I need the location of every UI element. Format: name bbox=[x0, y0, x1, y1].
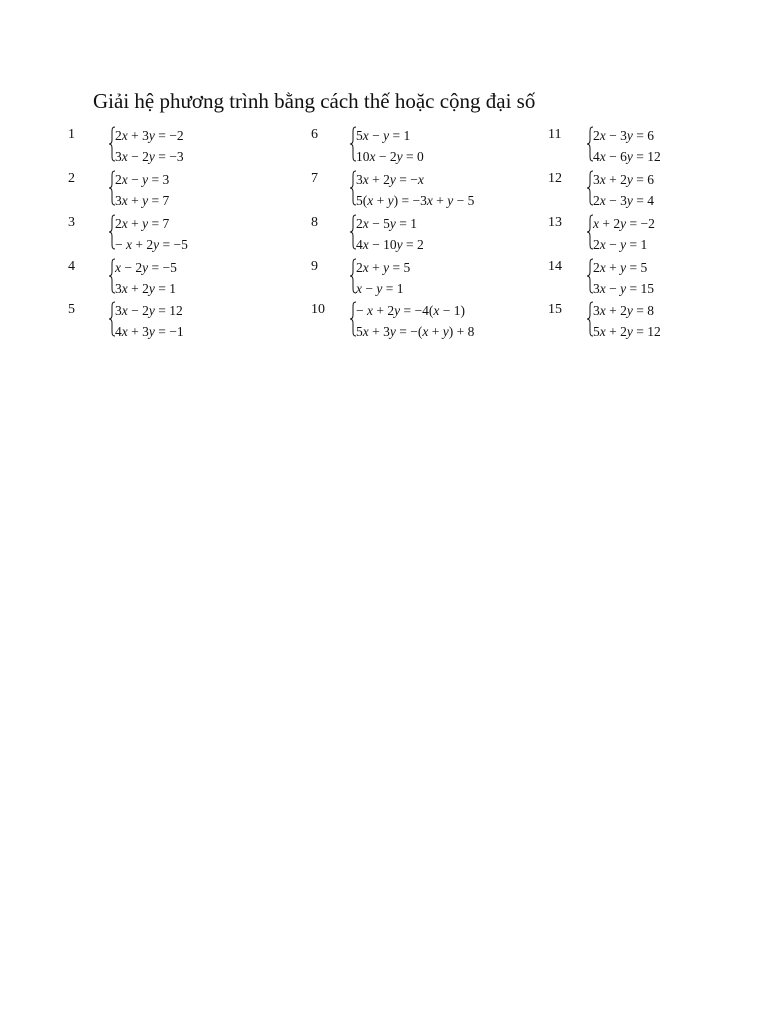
equation-1: 2x + 3y = −2 bbox=[115, 128, 184, 143]
equation-2: 2x − y = 1 bbox=[593, 237, 648, 252]
problem-number: 3 bbox=[68, 215, 75, 230]
problem-number: 7 bbox=[311, 171, 318, 186]
equation-1: x − 2y = −5 bbox=[115, 260, 177, 275]
equation-2: 3x − y = 15 bbox=[593, 281, 654, 296]
equation-2: 3x − 2y = −3 bbox=[115, 149, 184, 164]
equation-2: 5(x + y) = −3x + y − 5 bbox=[356, 193, 475, 208]
equation-1: 2x + y = 5 bbox=[593, 260, 648, 275]
equation-2: 4x + 3y = −1 bbox=[115, 324, 184, 339]
equation-2: x − y = 1 bbox=[356, 281, 404, 296]
equation-1: 2x − 3y = 6 bbox=[593, 128, 654, 143]
equation-2: 3x + y = 7 bbox=[115, 193, 170, 208]
problem-number: 6 bbox=[311, 127, 318, 142]
equation-1: 3x + 2y = 8 bbox=[593, 303, 654, 318]
problem-number: 15 bbox=[548, 302, 562, 317]
equation-1: 3x + 2y = 6 bbox=[593, 172, 654, 187]
equation-2: 5x + 2y = 12 bbox=[593, 324, 661, 339]
problem-number: 13 bbox=[548, 215, 562, 230]
problem-number: 5 bbox=[68, 302, 75, 317]
problem-number: 10 bbox=[311, 302, 325, 317]
equation-1: 5x − y = 1 bbox=[356, 128, 411, 143]
page-title: Giải hệ phương trình bằng cách thế hoặc cộng đại số bbox=[93, 89, 536, 113]
equation-2: 4x − 6y = 12 bbox=[593, 149, 661, 164]
problem-number: 9 bbox=[311, 259, 318, 274]
equation-1: 3x + 2y = −x bbox=[356, 172, 424, 187]
equation-1: 2x + y = 5 bbox=[356, 260, 411, 275]
equation-2: 2x − 3y = 4 bbox=[593, 193, 654, 208]
problem-number: 11 bbox=[548, 127, 562, 142]
equation-2: − x + 2y = −5 bbox=[115, 237, 188, 252]
equation-1: 2x − y = 3 bbox=[115, 172, 170, 187]
equation-2: 3x + 2y = 1 bbox=[115, 281, 176, 296]
problem-number: 14 bbox=[548, 259, 562, 274]
problem-number: 1 bbox=[68, 127, 75, 142]
equation-1: x + 2y = −2 bbox=[593, 216, 655, 231]
problem-number: 8 bbox=[311, 215, 318, 230]
problem-number: 2 bbox=[68, 171, 75, 186]
equation-1: 3x − 2y = 12 bbox=[115, 303, 183, 318]
equation-1: 2x − 5y = 1 bbox=[356, 216, 417, 231]
equation-2: 5x + 3y = −(x + y) + 8 bbox=[356, 324, 475, 339]
equation-1: − x + 2y = −4(x − 1) bbox=[356, 303, 465, 318]
equation-2: 4x − 10y = 2 bbox=[356, 237, 424, 252]
problem-number: 4 bbox=[68, 259, 75, 274]
equation-2: 10x − 2y = 0 bbox=[356, 149, 424, 164]
equation-1: 2x + y = 7 bbox=[115, 216, 170, 231]
problem-number: 12 bbox=[548, 171, 562, 186]
